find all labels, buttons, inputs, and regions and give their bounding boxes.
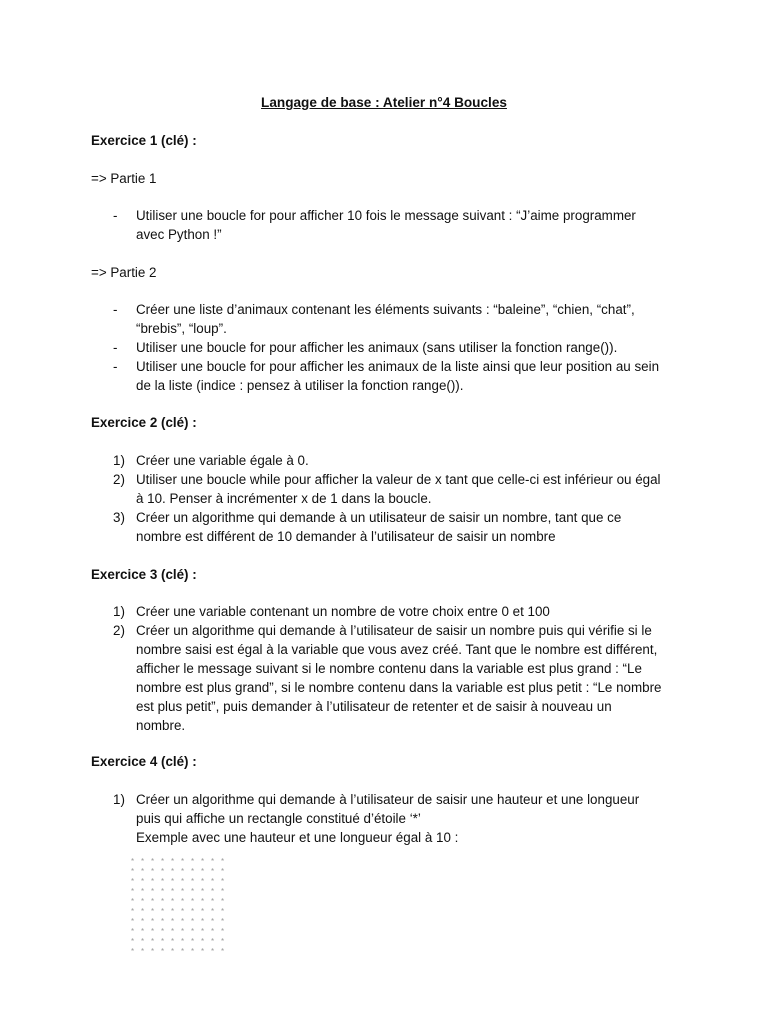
list-item xyxy=(113,790,708,847)
star-char: * xyxy=(171,887,175,896)
star-char: * xyxy=(181,897,185,906)
star-char: * xyxy=(151,927,155,936)
star-char: * xyxy=(131,857,135,866)
star-char: * xyxy=(131,937,135,946)
list-marker: - xyxy=(113,359,118,374)
star-row xyxy=(131,937,231,947)
star-char: * xyxy=(171,857,175,866)
exercise-3-heading: Exercice 3 (clé) : xyxy=(91,567,197,582)
star-char: * xyxy=(131,927,135,936)
star-char: * xyxy=(171,877,175,886)
star-row xyxy=(131,907,231,917)
star-char: * xyxy=(181,877,185,886)
star-char: * xyxy=(161,867,165,876)
star-char: * xyxy=(171,917,175,926)
star-char: * xyxy=(201,937,205,946)
star-char: * xyxy=(201,887,205,896)
star-char: * xyxy=(211,897,215,906)
star-char: * xyxy=(131,897,135,906)
list-item-line: Créer un algorithme qui demande à l’utilisateur de saisir un nombre puis qui vérifie si le xyxy=(136,623,652,638)
list-item xyxy=(113,206,708,244)
star-row xyxy=(131,917,231,927)
star-char: * xyxy=(131,887,135,896)
exercise-4-heading: Exercice 4 (clé) : xyxy=(91,754,197,769)
star-char: * xyxy=(191,897,195,906)
star-char: * xyxy=(191,947,195,956)
list-item xyxy=(113,602,708,621)
star-char: * xyxy=(171,947,175,956)
star-char: * xyxy=(181,857,185,866)
star-char: * xyxy=(161,927,165,936)
list-marker: 1) xyxy=(113,792,125,807)
star-char: * xyxy=(151,887,155,896)
list-item xyxy=(113,451,708,470)
star-char: * xyxy=(181,907,185,916)
star-char: * xyxy=(151,867,155,876)
list-marker: - xyxy=(113,302,118,317)
star-char: * xyxy=(221,917,225,926)
list-marker: 3) xyxy=(113,510,125,525)
document-title: Langage de base : Atelier n°4 Boucles xyxy=(261,95,507,110)
star-char: * xyxy=(131,947,135,956)
star-char: * xyxy=(201,877,205,886)
star-char: * xyxy=(191,927,195,936)
star-char: * xyxy=(161,917,165,926)
star-char: * xyxy=(191,917,195,926)
star-char: * xyxy=(131,907,135,916)
star-char: * xyxy=(141,927,145,936)
list-item-line: est plus petit”, puis demander à l’utilisateur de retenter et de saisir à nouveau un xyxy=(136,699,612,714)
star-char: * xyxy=(221,937,225,946)
list-item-line: puis qui affiche un rectangle constitué d’étoile ‘*’ xyxy=(136,811,421,826)
star-char: * xyxy=(151,907,155,916)
star-char: * xyxy=(221,927,225,936)
star-row xyxy=(131,867,231,877)
exercise-1-part-1-label: => Partie 1 xyxy=(91,171,157,186)
star-char: * xyxy=(171,937,175,946)
star-row xyxy=(131,877,231,887)
star-char: * xyxy=(151,897,155,906)
list-item-line: nombre saisi est égal à la variable que vous avez créé. Tant que le nombre est différent, xyxy=(136,642,658,657)
list-item-line: Créer une liste d’animaux contenant les éléments suivants : “baleine”, “chien, “chat”, xyxy=(136,302,635,317)
list-item-line: “brebis”, “loup”. xyxy=(136,321,227,336)
star-char: * xyxy=(221,907,225,916)
star-char: * xyxy=(141,877,145,886)
star-char: * xyxy=(181,927,185,936)
star-char: * xyxy=(161,857,165,866)
list-item-line: nombre est plus grand”, si le nombre contenu dans la variable est plus petit : “Le nombre xyxy=(136,680,662,695)
star-char: * xyxy=(181,917,185,926)
list-item-line: de la liste (indice : pensez à utiliser la fonction range()). xyxy=(136,378,464,393)
star-char: * xyxy=(161,907,165,916)
list-item-line: Créer un algorithme qui demande à l’utilisateur de saisir une hauteur et une longueur xyxy=(136,792,640,807)
star-char: * xyxy=(161,937,165,946)
star-char: * xyxy=(141,857,145,866)
star-char: * xyxy=(191,857,195,866)
star-char: * xyxy=(211,907,215,916)
star-char: * xyxy=(221,877,225,886)
star-char: * xyxy=(191,887,195,896)
star-char: * xyxy=(171,927,175,936)
star-char: * xyxy=(221,867,225,876)
list-item xyxy=(113,357,708,395)
star-row xyxy=(131,857,231,867)
star-char: * xyxy=(171,907,175,916)
star-char: * xyxy=(191,907,195,916)
star-char: * xyxy=(201,857,205,866)
list-item-line: afficher le message suivant si le nombre contenu dans la variable est plus grand : “Le xyxy=(136,661,642,676)
list-item xyxy=(113,470,708,508)
list-item-line: avec Python !” xyxy=(136,227,222,242)
star-char: * xyxy=(141,897,145,906)
list-marker: - xyxy=(113,208,118,223)
star-row xyxy=(131,947,231,957)
star-char: * xyxy=(221,897,225,906)
star-char: * xyxy=(201,897,205,906)
star-char: * xyxy=(211,867,215,876)
star-char: * xyxy=(191,937,195,946)
star-char: * xyxy=(201,927,205,936)
star-char: * xyxy=(131,877,135,886)
star-char: * xyxy=(151,917,155,926)
star-char: * xyxy=(151,947,155,956)
list-item xyxy=(113,338,708,357)
star-char: * xyxy=(211,927,215,936)
star-char: * xyxy=(201,917,205,926)
exercise-2-heading: Exercice 2 (clé) : xyxy=(91,415,197,430)
star-char: * xyxy=(161,887,165,896)
star-char: * xyxy=(141,947,145,956)
star-char: * xyxy=(161,877,165,886)
star-row xyxy=(131,887,231,897)
star-char: * xyxy=(131,917,135,926)
star-char: * xyxy=(221,887,225,896)
star-char: * xyxy=(141,917,145,926)
exercise-1-part-2-label: => Partie 2 xyxy=(91,265,157,280)
list-item-line: Utiliser une boucle for pour afficher 10 fois le message suivant : “J’aime programmer xyxy=(136,208,636,223)
exercise-1-heading: Exercice 1 (clé) : xyxy=(91,133,197,148)
star-row xyxy=(131,927,231,937)
star-char: * xyxy=(181,937,185,946)
list-item-line: Créer une variable égale à 0. xyxy=(136,453,309,468)
star-char: * xyxy=(211,947,215,956)
list-marker: 1) xyxy=(113,604,125,619)
star-char: * xyxy=(211,887,215,896)
list-item xyxy=(113,508,708,546)
star-char: * xyxy=(191,867,195,876)
list-item-line: Utiliser une boucle for pour afficher les animaux (sans utiliser la fonction range()). xyxy=(136,340,618,355)
list-marker: - xyxy=(113,340,118,355)
star-char: * xyxy=(211,857,215,866)
star-char: * xyxy=(201,947,205,956)
star-char: * xyxy=(131,867,135,876)
star-char: * xyxy=(181,867,185,876)
star-char: * xyxy=(211,877,215,886)
star-char: * xyxy=(171,897,175,906)
list-marker: 2) xyxy=(113,623,125,638)
list-item xyxy=(113,621,708,735)
list-item-line: Utiliser une boucle while pour afficher la valeur de x tant que celle-ci est inférieur ou égal xyxy=(136,472,661,487)
star-char: * xyxy=(141,887,145,896)
list-item-line: nombre est différent de 10 demander à l’utilisateur de saisir un nombre xyxy=(136,529,556,544)
star-char: * xyxy=(141,907,145,916)
star-char: * xyxy=(191,877,195,886)
star-char: * xyxy=(171,867,175,876)
star-char: * xyxy=(151,877,155,886)
star-char: * xyxy=(161,947,165,956)
list-marker: 1) xyxy=(113,453,125,468)
star-rectangle-example xyxy=(131,857,231,957)
list-item xyxy=(113,300,708,338)
star-char: * xyxy=(201,907,205,916)
star-char: * xyxy=(211,917,215,926)
list-item-line: nombre. xyxy=(136,718,186,733)
star-char: * xyxy=(181,947,185,956)
star-char: * xyxy=(211,937,215,946)
list-item-line: à 10. Penser à incrémenter x de 1 dans la boucle. xyxy=(136,491,432,506)
star-char: * xyxy=(151,857,155,866)
star-row xyxy=(131,897,231,907)
star-char: * xyxy=(161,897,165,906)
star-char: * xyxy=(141,867,145,876)
star-char: * xyxy=(221,857,225,866)
star-char: * xyxy=(151,937,155,946)
star-char: * xyxy=(201,867,205,876)
star-char: * xyxy=(141,937,145,946)
star-char: * xyxy=(181,887,185,896)
list-item-line: Créer un algorithme qui demande à un utilisateur de saisir un nombre, tant que ce xyxy=(136,510,622,525)
list-item-line: Exemple avec une hauteur et une longueur égal à 10 : xyxy=(136,830,459,845)
star-char: * xyxy=(221,947,225,956)
list-marker: 2) xyxy=(113,472,125,487)
list-item-line: Utiliser une boucle for pour afficher les animaux de la liste ainsi que leur position au sein xyxy=(136,359,660,374)
list-item-line: Créer une variable contenant un nombre de votre choix entre 0 et 100 xyxy=(136,604,550,619)
